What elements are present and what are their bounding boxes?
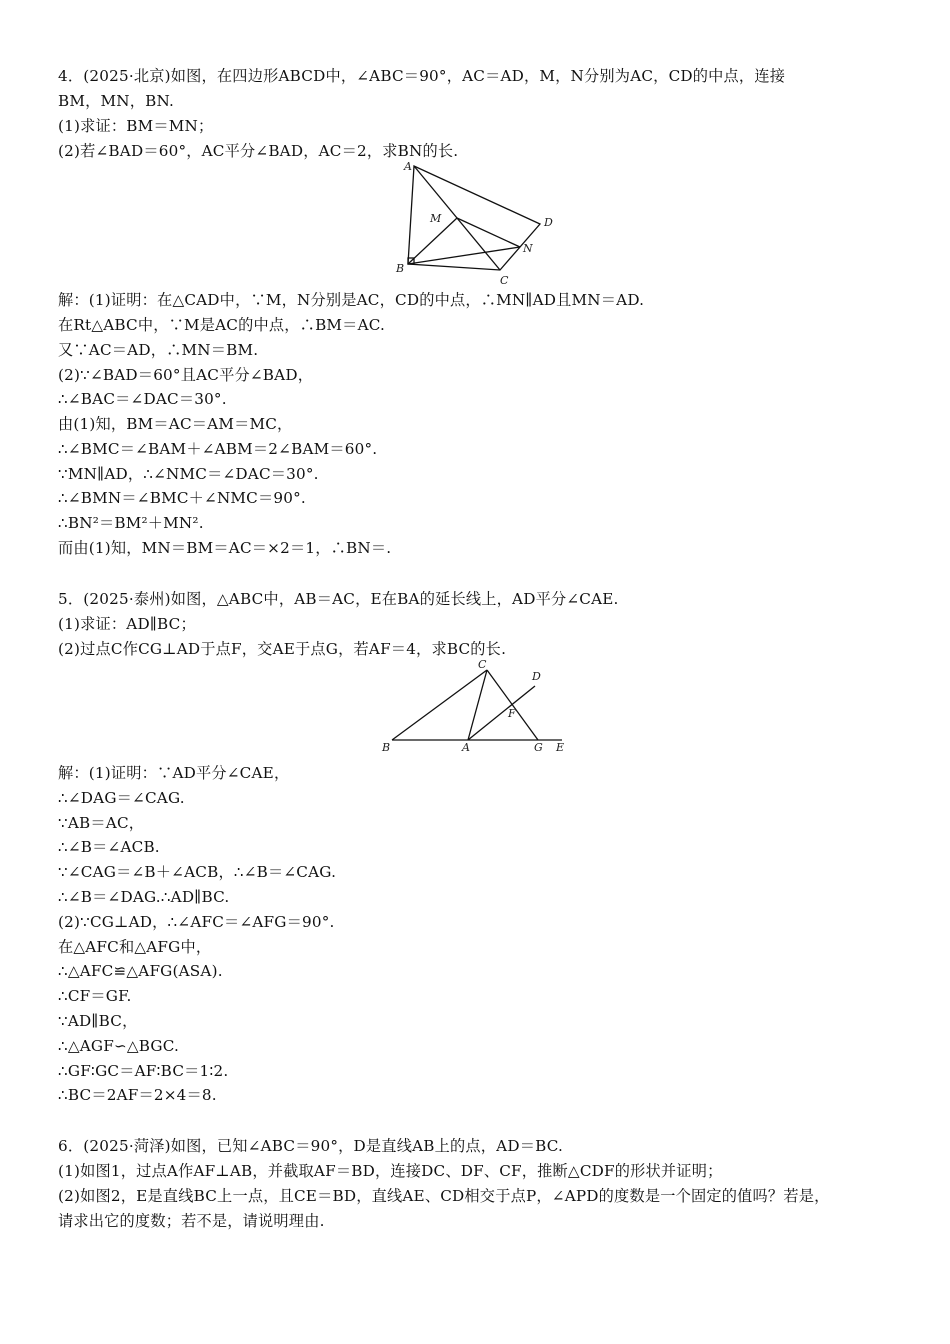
problem-5-figure [380,656,580,756]
p4-solution-line-6: 由(1)知，BM＝AC＝AM＝MC， [58,415,293,433]
p4-solution-line-3: 又∵AC＝AD，∴MN＝BM. [58,341,259,359]
label-N: N [523,242,533,255]
problem-6-question-2-cont: 请求出它的度数；若不是，请说明理由. [58,1212,325,1230]
p4-solution-line-8: ∵MN∥AD，∴∠NMC＝∠DAC＝30°. [58,465,319,483]
label-D: D [532,670,541,683]
problem-5-question-1: (1)求证：AD∥BC； [58,615,196,633]
problem-6-title: 6．(2025·菏泽)如图，已知∠ABC＝90°，D是直线AB上的点，AD＝BC. [58,1137,564,1155]
problem-4-title: 4．(2025·北京)如图，在四边形ABCD中，∠ABC＝90°，AC＝AD，M，N分别为AC，CD的中点，连接 [58,67,786,85]
label-B: B [382,741,391,754]
problem-6-question-2: (2)如图2，E是直线BC上一点，且CE＝BD，直线AE、CD相交于点P，∠APD的度数是一个固定的值吗？若是， [58,1187,830,1205]
label-A: A [462,741,470,754]
p4-solution-line-1: 解：(1)证明：在△CAD中，∵M，N分别是AC，CD的中点，∴MN∥AD且MN＝AD. [58,291,645,309]
p4-solution-line-4: (2)∵∠BAD＝60°且AC平分∠BAD， [58,366,314,384]
problem-4-question-2: (2)若∠BAD＝60°，AC平分∠BAD，AC＝2，求BN的长. [58,142,459,160]
p5-solution-line-2: ∴∠DAG＝∠CAG. [58,789,185,807]
label-D: D [544,216,553,229]
p5-solution-line-8: 在△AFC和△AFG中， [58,938,212,956]
p5-solution-line-14: ∴BC＝2AF＝2×4＝8. [58,1086,217,1104]
label-M: M [430,212,442,225]
p5-solution-line-1: 解：(1)证明：∵AD平分∠CAE， [58,764,290,782]
p4-solution-line-7: ∴∠BMC＝∠BAM＋∠ABM＝2∠BAM＝60°. [58,440,378,458]
p4-solution-line-2: 在Rt△ABC中，∵M是AC的中点，∴BM＝AC. [58,316,386,334]
problem-4-question-1: (1)求证：BM＝MN； [58,117,214,135]
label-B: B [396,262,405,275]
p4-solution-line-5: ∴∠BAC＝∠DAC＝30°. [58,390,227,408]
problem-6-question-1: (1)如图1，过点A作AF⊥AB，并截取AF＝BD，连接DC、DF、CF，推断△CDF的形状并证明； [58,1162,723,1180]
problem-5-question-2: (2)过点C作CG⊥AD于点F，交AE于点G，若AF＝4，求BC的长. [58,640,507,658]
p4-solution-line-10: ∴BN²＝BM²＋MN². [58,514,204,532]
p5-solution-line-7: (2)∵CG⊥AD，∴∠AFC＝∠AFG＝90°. [58,913,335,931]
p5-solution-line-6: ∴∠B＝∠DAG.∴AD∥BC. [58,888,230,906]
p5-solution-line-13: ∴GF∶GC＝AF∶BC＝1∶2. [58,1062,229,1080]
problem-5-title: 5．(2025·泰州)如图，△ABC中，AB＝AC，E在BA的延长线上，AD平分∠CAE. [58,590,619,608]
label-C: C [478,658,487,671]
p5-solution-line-12: ∴△AGF∽△BGC. [58,1037,180,1055]
problem-4-figure [390,160,570,288]
label-A: A [404,160,412,173]
p5-solution-line-5: ∵∠CAG＝∠B＋∠ACB，∴∠B＝∠CAG. [58,863,337,881]
p5-solution-line-9: ∴△AFC≌△AFG(ASA). [58,962,223,980]
p5-solution-line-4: ∴∠B＝∠ACB. [58,838,160,856]
label-C: C [500,274,509,287]
label-G: G [534,741,543,754]
label-E: E [556,741,565,754]
p4-solution-line-11: 而由(1)知，MN＝BM＝AC＝×2＝1，∴BN＝. [58,539,392,557]
p4-solution-line-9: ∴∠BMN＝∠BMC＋∠NMC＝90°. [58,489,306,507]
p5-solution-line-11: ∵AD∥BC， [58,1012,138,1030]
p5-solution-line-3: ∵AB＝AC， [58,814,145,832]
problem-4-title-cont: BM，MN，BN. [58,92,175,110]
p5-solution-line-10: ∴CF＝GF. [58,987,132,1005]
label-F: F [508,707,516,720]
